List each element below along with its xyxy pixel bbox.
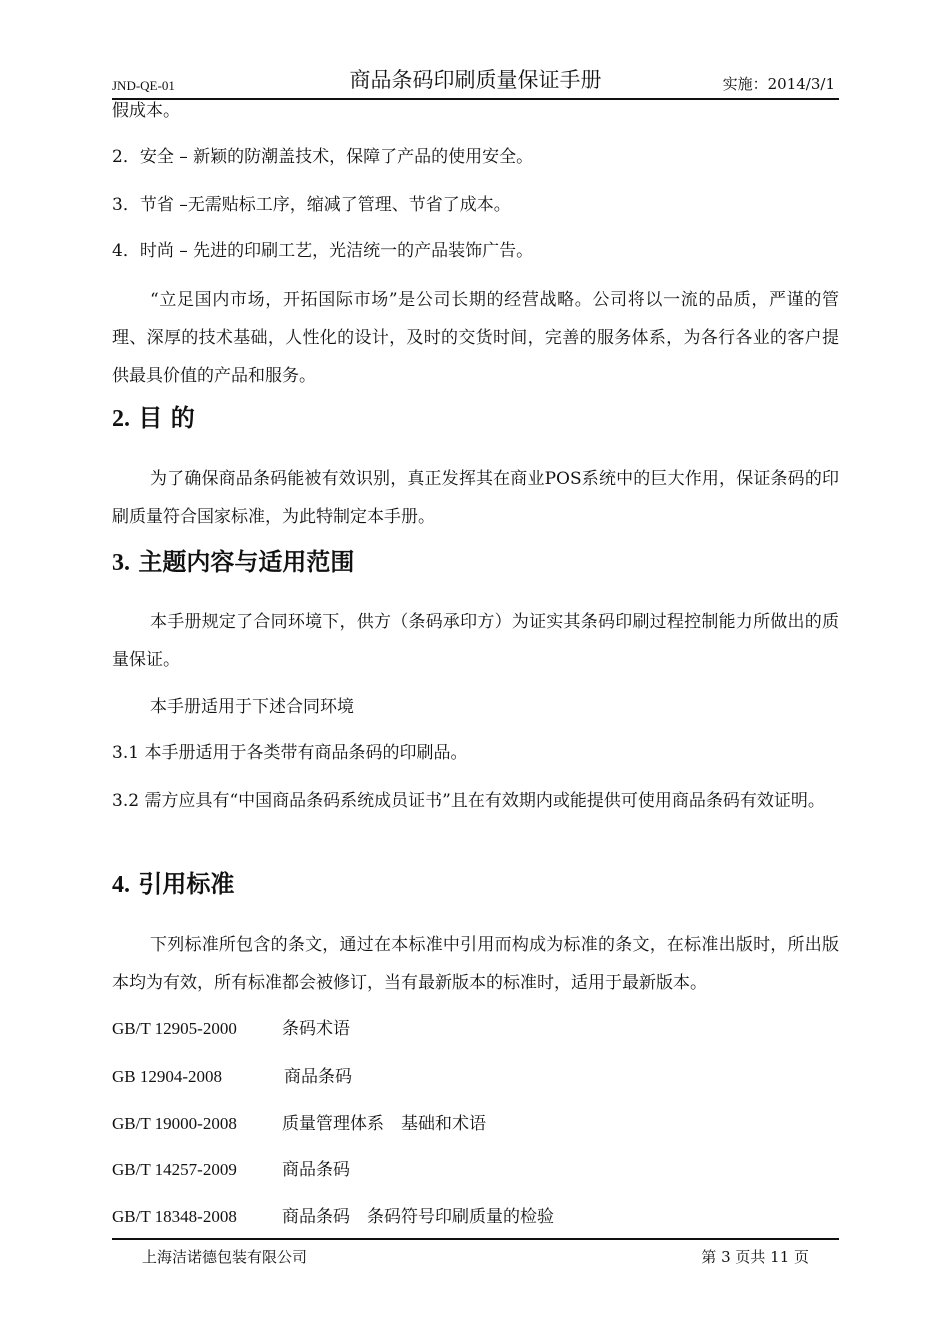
strategy-paragraph: “立足国内市场，开拓国际市场”是公司长期的经营战略。公司将以一流的品质，严谨的管理、深厚的技术基础，人性化的设计，及时的交货时间，完善的服务体系，为各行各业的客户提供最具价值的产品和服务。 <box>112 290 839 386</box>
section-3-paragraph: 本手册适用于下述合同环境 <box>150 697 354 717</box>
feature-item: 2．安全 – 新颖的防潮盖技术，保障了产品的使用安全。 <box>112 147 534 167</box>
section-number: 2. <box>112 406 130 432</box>
section-3-item: 3.2 需方应具有“中国商品条码系统成员证书”且在有效期内或能提供可使用商品条码有效证明。 <box>112 791 825 811</box>
standard-row <box>112 1112 486 1136</box>
section-title: 主题内容与适用范围 <box>138 547 355 576</box>
section-3-item: 3.1 本手册适用于各类带有商品条码的印刷品。 <box>112 743 468 763</box>
standard-name: 商品条码 条码符号印刷质量的检验 <box>282 1207 554 1227</box>
document-code: JND-QE-01 <box>112 78 175 93</box>
standard-name: 商品条码 <box>284 1067 352 1087</box>
section-heading-3 <box>112 546 354 579</box>
standard-row <box>112 1065 352 1089</box>
standard-code: GB/T 18348-2008 <box>112 1207 237 1226</box>
standard-row <box>112 1158 350 1182</box>
section-heading-4 <box>112 868 234 901</box>
implementation-date: 实施：2014/3/1 <box>722 75 835 93</box>
section-heading-2 <box>112 402 195 435</box>
section-title: 引用标准 <box>138 869 235 898</box>
standard-code: GB/T 12905-2000 <box>112 1019 237 1038</box>
document-title: 商品条码印刷质量保证手册 <box>349 68 602 92</box>
section-number: 3. <box>112 550 130 576</box>
standard-code: GB 12904-2008 <box>112 1067 223 1086</box>
section-2-paragraph: 为了确保商品条码能被有效识别，真正发挥其在商业POS系统中的巨大作用，保证条码的印刷质量符合国家标准，为此特制定本手册。 <box>112 469 839 527</box>
standard-row <box>112 1205 554 1229</box>
standard-name: 商品条码 <box>282 1160 350 1180</box>
company-name: 上海洁诺德包装有限公司 <box>142 1248 308 1266</box>
standard-code: GB/T 14257-2009 <box>112 1160 237 1179</box>
feature-item: 3．节省 –无需贴标工序，缩减了管理、节省了成本。 <box>112 195 511 215</box>
page-number: 第 3 页共 11 页 <box>701 1248 809 1266</box>
feature-item: 4．时尚 – 先进的印刷工艺，光洁统一的产品装饰广告。 <box>112 241 534 261</box>
standard-name: 条码术语 <box>282 1019 350 1039</box>
page-footer <box>112 1238 839 1270</box>
standard-name: 质量管理体系 基础和术语 <box>282 1114 486 1134</box>
standard-code: GB/T 19000-2008 <box>112 1114 237 1133</box>
section-title: 目 的 <box>138 403 195 432</box>
section-4-paragraph: 下列标准所包含的条文，通过在本标准中引用而构成为标准的条文，在标准出版时，所出版本均为有效，所有标准都会被修订，当有最新版本的标准时，适用于最新版本。 <box>112 935 839 993</box>
section-number: 4. <box>112 872 130 898</box>
continued-text: 假成本。 <box>112 101 180 121</box>
standard-row <box>112 1017 350 1041</box>
section-3-paragraph: 本手册规定了合同环境下，供方（条码承印方）为证实其条码印刷过程控制能力所做出的质量保证。 <box>112 612 839 670</box>
